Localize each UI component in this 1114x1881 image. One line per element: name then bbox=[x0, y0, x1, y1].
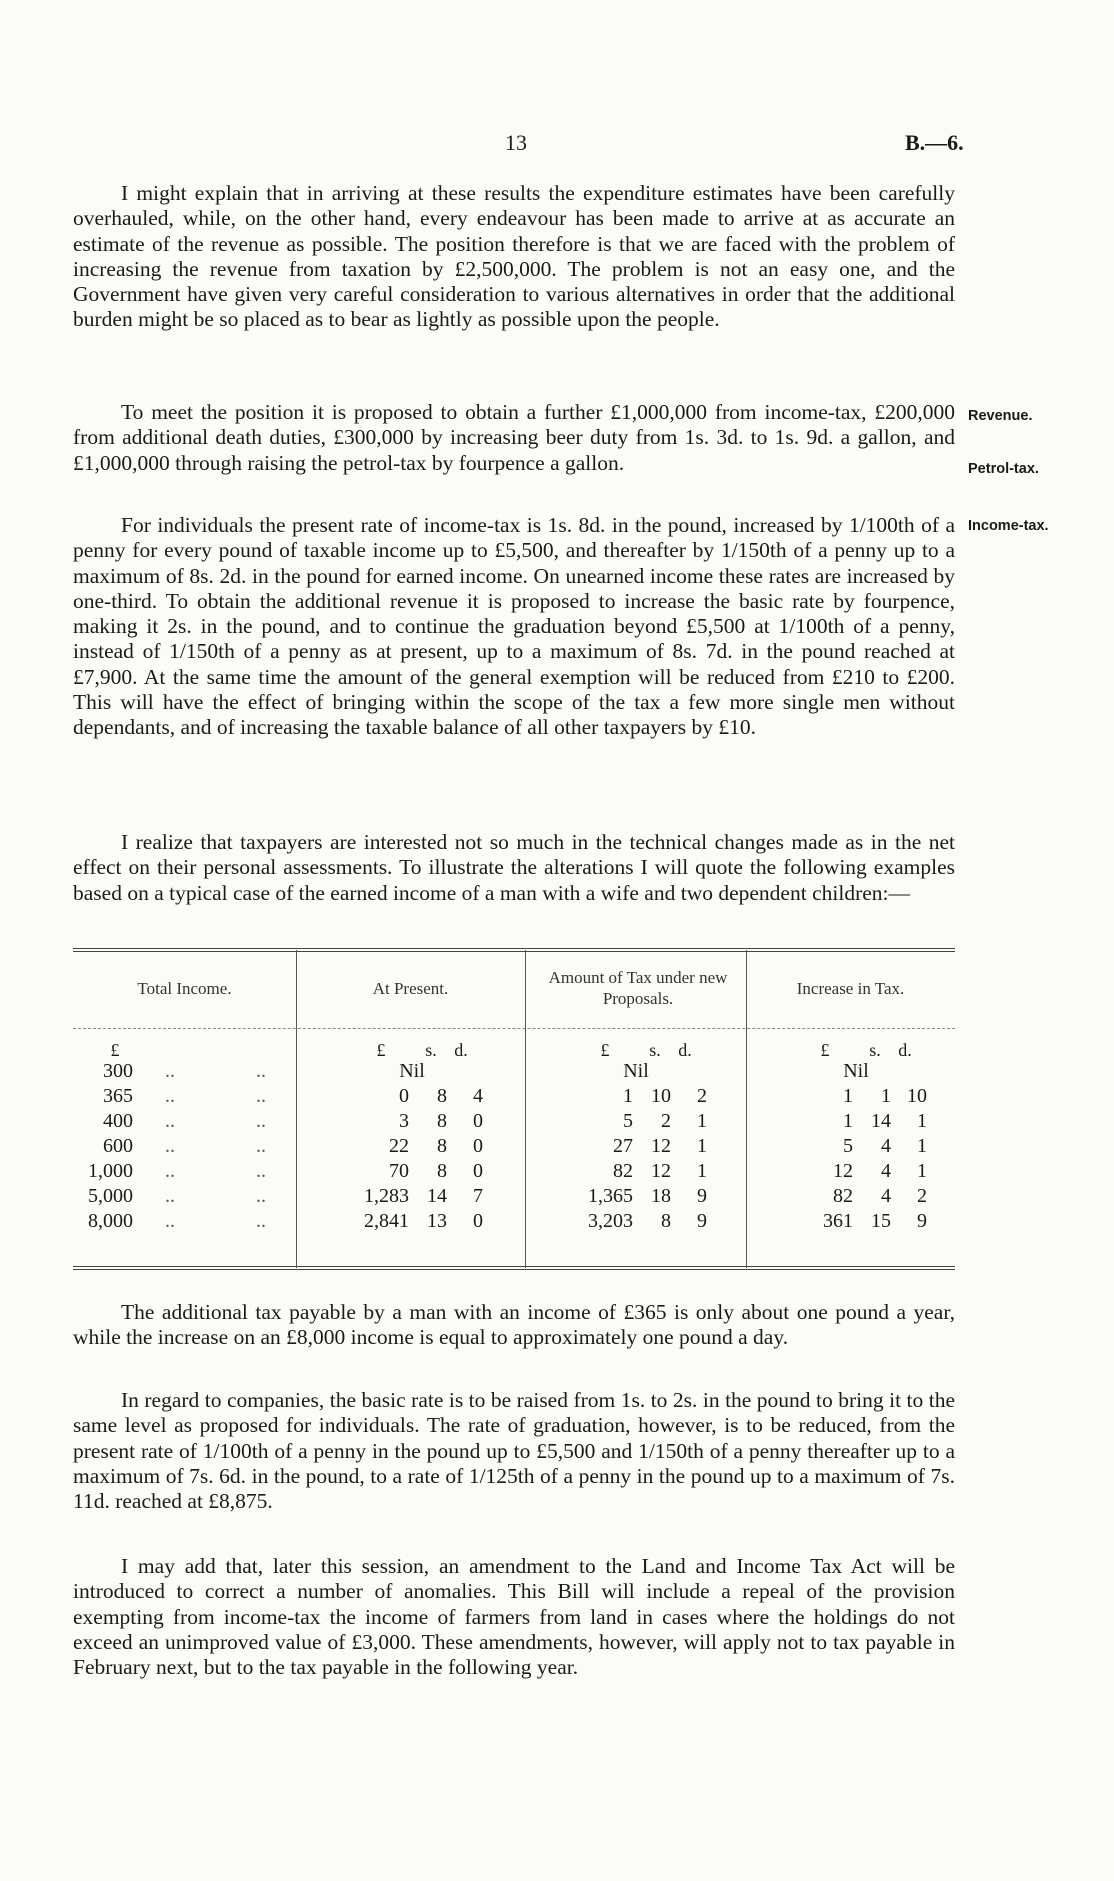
leader-dots: .. bbox=[256, 1135, 266, 1157]
pounds: 3,203 bbox=[588, 1210, 633, 1232]
table-bottom-rule-double bbox=[73, 1269, 955, 1270]
pound-unit: £ bbox=[376, 1040, 386, 1060]
pounds: 82 bbox=[833, 1185, 853, 1207]
header-new-proposals: Amount of Tax under new Proposals. bbox=[548, 968, 728, 1008]
header-total-income: Total Income. bbox=[137, 978, 232, 998]
nil-value: Nil bbox=[623, 1060, 649, 1082]
shillings: 12 bbox=[651, 1160, 671, 1182]
pence: 0 bbox=[473, 1110, 483, 1132]
pounds: 5 bbox=[623, 1110, 633, 1132]
paragraph-companies: In regard to companies, the basic rate is to be raised from 1s. to 2s. in the pound to bring it to the same level as proposed for individuals. The rate of graduation, however, is to be reduced, from the present rate of 1/100th of a penny in the pound up to £5,500 and 1/150th of a penny thereafter up to a maximum of 7s. 6d. in the pound, to a rate of 1/125th of a penny in the pound up to a maximum of 7s. 11d. reached at £8,875. bbox=[73, 1388, 955, 1514]
shillings: 8 bbox=[437, 1135, 447, 1157]
present-tax bbox=[341, 1110, 483, 1135]
nil-value: Nil bbox=[843, 1060, 869, 1082]
paragraph-expenditure-estimates: I might explain that in arriving at these results the expenditure estimates have been carefully overhauled, while, on the other hand, every endeavour has been made to arrive at as accurate an estimate of the revenue as possible. The position therefore is that we are faced with the problem of increasing the revenue from taxation by £2,500,000. The problem is not an easy one, and the Government have given very careful consideration to various alternatives in order that the additional burden might be so placed as to bear as lightly as possible upon the people. bbox=[73, 181, 955, 332]
increase-tax bbox=[785, 1210, 927, 1235]
paragraph-amendments: I may add that, later this session, an amendment to the Land and Income Tax Act will be introduced to correct a number of anomalies. This Bill will include a repeal of the provision exempting from income-tax the income of farmers from land in cases where the holdings do not exceed an unimproved value of £3,000. These amendments, however, will apply not to tax payable in February next, but to the tax payable in the following year. bbox=[73, 1554, 955, 1680]
header-increase: Increase in Tax. bbox=[796, 978, 905, 998]
shillings: 8 bbox=[437, 1160, 447, 1182]
pound-unit: £ bbox=[110, 1040, 120, 1060]
header-at-present: At Present. bbox=[372, 978, 449, 998]
pence: 2 bbox=[917, 1185, 927, 1207]
nil-value: Nil bbox=[399, 1060, 425, 1082]
pence-unit: d. bbox=[454, 1040, 468, 1060]
present-tax bbox=[341, 1210, 483, 1235]
shillings: 13 bbox=[427, 1210, 447, 1232]
increase-tax bbox=[785, 1110, 927, 1135]
present-tax bbox=[341, 1185, 483, 1210]
proposed-tax bbox=[565, 1060, 707, 1085]
income-value: 5,000 bbox=[88, 1185, 133, 1207]
leader-dots: .. bbox=[256, 1060, 266, 1082]
pence: 0 bbox=[473, 1210, 483, 1232]
table-top-rule bbox=[73, 948, 955, 949]
pounds: 12 bbox=[833, 1160, 853, 1182]
pounds: 361 bbox=[823, 1210, 853, 1232]
paragraph-revenue-proposals: To meet the position it is proposed to obtain a further £1,000,000 from income-tax, £200,000 from additional death duties, £300,000 by increasing beer duty from 1s. 3d. to 1s. 9d. a gallon, and £1,000,000 through raising the petrol-tax by fourpence a gallon. bbox=[73, 400, 955, 475]
present-tax bbox=[341, 1085, 483, 1110]
table-row bbox=[73, 1110, 955, 1135]
shillings: 14 bbox=[871, 1110, 891, 1132]
leader-dots: .. bbox=[256, 1085, 266, 1107]
margin-note-revenue: Revenue. bbox=[968, 408, 1033, 424]
pence: 9 bbox=[917, 1210, 927, 1232]
shillings: 8 bbox=[437, 1110, 447, 1132]
page-header bbox=[0, 130, 1114, 160]
pence: 4 bbox=[473, 1085, 483, 1107]
table-bottom-rule bbox=[73, 1266, 955, 1267]
pence: 0 bbox=[473, 1160, 483, 1182]
present-tax bbox=[341, 1160, 483, 1185]
pence: 7 bbox=[473, 1185, 483, 1207]
leader-dots: .. bbox=[256, 1110, 266, 1132]
pounds: 1,365 bbox=[588, 1185, 633, 1207]
shillings: 10 bbox=[651, 1085, 671, 1107]
shillings: 8 bbox=[437, 1085, 447, 1107]
pence-unit: d. bbox=[678, 1040, 692, 1060]
leader-dots: .. bbox=[165, 1060, 175, 1082]
shillings: 8 bbox=[661, 1210, 671, 1232]
table-row bbox=[73, 1185, 955, 1210]
pounds: 2,841 bbox=[364, 1210, 409, 1232]
leader-dots: .. bbox=[165, 1160, 175, 1182]
income-value: 8,000 bbox=[88, 1210, 133, 1232]
table-row bbox=[73, 1135, 955, 1160]
increase-tax bbox=[785, 1185, 927, 1210]
pence: 9 bbox=[697, 1210, 707, 1232]
shillings: 1 bbox=[881, 1085, 891, 1107]
paragraph-additional-tax: The additional tax payable by a man with an income of £365 is only about one pound a year, while the increase on an £8,000 income is equal to approximately one pound a day. bbox=[73, 1300, 955, 1350]
pence: 1 bbox=[697, 1110, 707, 1132]
pence: 1 bbox=[917, 1110, 927, 1132]
increase-tax bbox=[785, 1085, 927, 1110]
pounds: 22 bbox=[389, 1135, 409, 1157]
pence: 1 bbox=[917, 1160, 927, 1182]
pence: 2 bbox=[697, 1085, 707, 1107]
document-reference: B.—6. bbox=[905, 130, 964, 155]
table-header-rule bbox=[73, 1028, 955, 1029]
shillings: 18 bbox=[651, 1185, 671, 1207]
leader-dots: .. bbox=[165, 1135, 175, 1157]
pounds: 1,283 bbox=[364, 1185, 409, 1207]
pounds: 82 bbox=[613, 1160, 633, 1182]
table-row bbox=[73, 1210, 955, 1235]
shillings: 4 bbox=[881, 1160, 891, 1182]
pounds: 27 bbox=[613, 1135, 633, 1157]
proposed-tax bbox=[565, 1185, 707, 1210]
increase-tax bbox=[785, 1160, 927, 1185]
income-value: 400 bbox=[103, 1110, 133, 1132]
table-row bbox=[73, 1085, 955, 1110]
pence: 1 bbox=[697, 1160, 707, 1182]
shillings: 4 bbox=[881, 1135, 891, 1157]
pence: 1 bbox=[917, 1135, 927, 1157]
pounds: 3 bbox=[399, 1110, 409, 1132]
shilling-unit: s. bbox=[869, 1040, 881, 1060]
leader-dots: .. bbox=[165, 1110, 175, 1132]
margin-note-petrol-tax: Petrol-tax. bbox=[968, 461, 1039, 477]
proposed-tax bbox=[565, 1160, 707, 1185]
pounds: 5 bbox=[843, 1135, 853, 1157]
income-value: 1,000 bbox=[88, 1160, 133, 1182]
pounds: 0 bbox=[399, 1085, 409, 1107]
proposed-tax bbox=[565, 1085, 707, 1110]
margin-note-income-tax: Income-tax. bbox=[968, 518, 1049, 534]
pound-unit: £ bbox=[820, 1040, 830, 1060]
table-top-rule-double bbox=[73, 951, 955, 952]
shillings: 14 bbox=[427, 1185, 447, 1207]
table-row bbox=[73, 1160, 955, 1185]
leader-dots: .. bbox=[256, 1160, 266, 1182]
page-number: 13 bbox=[505, 130, 527, 155]
shilling-unit: s. bbox=[425, 1040, 437, 1060]
shilling-unit: s. bbox=[649, 1040, 661, 1060]
pence-unit: d. bbox=[898, 1040, 912, 1060]
income-value: 600 bbox=[103, 1135, 133, 1157]
shillings: 4 bbox=[881, 1185, 891, 1207]
increase-tax bbox=[785, 1135, 927, 1160]
pound-unit: £ bbox=[600, 1040, 610, 1060]
tax-examples-table bbox=[73, 948, 955, 1273]
present-tax bbox=[341, 1060, 483, 1085]
pence: 9 bbox=[697, 1185, 707, 1207]
pence: 1 bbox=[697, 1135, 707, 1157]
table-row bbox=[73, 1060, 955, 1085]
shillings: 12 bbox=[651, 1135, 671, 1157]
shillings: 2 bbox=[661, 1110, 671, 1132]
leader-dots: .. bbox=[165, 1085, 175, 1107]
income-value: 365 bbox=[103, 1085, 133, 1107]
proposed-tax bbox=[565, 1210, 707, 1235]
pounds: 70 bbox=[389, 1160, 409, 1182]
shillings: 15 bbox=[871, 1210, 891, 1232]
leader-dots: .. bbox=[165, 1210, 175, 1232]
proposed-tax bbox=[565, 1110, 707, 1135]
present-tax bbox=[341, 1135, 483, 1160]
pounds: 1 bbox=[623, 1085, 633, 1107]
proposed-tax bbox=[565, 1135, 707, 1160]
income-value: 300 bbox=[103, 1060, 133, 1082]
paragraph-table-intro: I realize that taxpayers are interested not so much in the technical changes made as in the net effect on their personal assessments. To illustrate the alterations I will quote the following examples based on a typical case of the earned income of a man with a wife and two dependent children:— bbox=[73, 830, 955, 905]
leader-dots: .. bbox=[256, 1210, 266, 1232]
pence: 10 bbox=[907, 1085, 927, 1107]
paragraph-income-tax-rates: For individuals the present rate of income-tax is 1s. 8d. in the pound, increased by 1/100th of a penny for every pound of taxable income up to £5,500, and thereafter by 1/150th of a penny up to a maximum of 8s. 2d. in the pound for earned income. On unearned income these rates are increased by one-third. To obtain the additional revenue it is proposed to increase the basic rate by fourpence, making it 2s. in the pound, and to continue the graduation beyond £5,500 at 1/100th of a penny, instead of 1/150th of a penny as at present, up to a maximum of 8s. 7d. in the pound reached at £7,900. At the same time the amount of the general exemption will be reduced from £210 to £200. This will have the effect of bringing within the scope of the tax a few more single men without dependants, and of increasing the taxable balance of all other taxpayers by £10. bbox=[73, 513, 955, 740]
pounds: 1 bbox=[843, 1085, 853, 1107]
leader-dots: .. bbox=[256, 1185, 266, 1207]
pounds: 1 bbox=[843, 1110, 853, 1132]
pence: 0 bbox=[473, 1135, 483, 1157]
increase-tax bbox=[785, 1060, 927, 1085]
leader-dots: .. bbox=[165, 1185, 175, 1207]
